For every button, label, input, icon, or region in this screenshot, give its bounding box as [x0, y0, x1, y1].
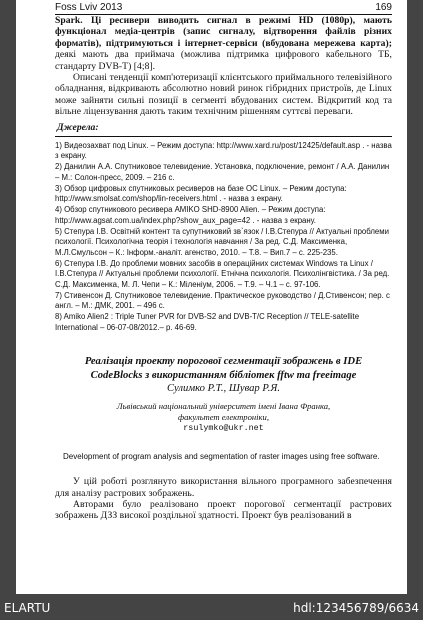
article-title	[55, 355, 392, 382]
article-title-line-2: CodeBlocks з використанням бібліотек fftw та freeimage	[90, 369, 357, 381]
reference-item: 7) Стивенсон Д. Спутниковое телевидение. Практическое руководство / Д.Стивенсон; пер. с англ. – М.: ДМК, 2001. – 496 с.	[55, 290, 390, 311]
reference-item: 1) Видеозахват под Linux. – Режим доступа: http://www.xard.ru/post/12425/default.asp . - назва з екрану.	[55, 140, 392, 161]
intro-paragraph-1-bold: Spark. Ці ресивери виводить сигнал в режимі HD (1080р), мають функціонал медіа-центрів (запис сигналу, відтворення файлів різних форматів), підтримуються і інтернет-сервіси (вбудована мережева карта);	[55, 15, 392, 49]
article-abstract: Development of program analysis and segmentation of raster images using free software.	[63, 451, 380, 461]
reference-item: 2) Данилин А.А. Спутниковое телевидение. Установка, подключение, ремонт / А.А. Данилин – М.: Солон-пресс, 2009. – 216 с.	[55, 162, 390, 182]
article-paragraph-2: Авторами було реалізовано проект порогової сегментації растрових зображень ДЗЗ високої роздільної здатності. Проект був реалізований в	[55, 499, 392, 522]
references-rule	[55, 136, 392, 137]
author-affiliation	[55, 401, 392, 423]
status-bar	[0, 597, 423, 620]
running-head-title: Foss Lviv 2013	[55, 2, 123, 13]
page-number: 169	[375, 2, 392, 13]
intro-paragraph-1	[55, 15, 392, 72]
intro-paragraph-2: Описані тенденції комп'ютеризації клієнтського приймального телевізійного обладнання, відкривають абсолютно новий ринок гібридних пристроїв, де Linux може зайняти сильні позиції в сегменті вбудованих систем. Відкритий код та вільне ліцензування дають таким технічним рішенням суттєві переваги.	[55, 72, 392, 118]
reference-item: 6) Степура І.В. До проблеми мовних засобів в операційних системах Windows та Linux / І.В.Степура // Актуальні проблеми психології. Етнічна психологія. Психолінгвістика. / За ред. С.Д. Максименка, М. Л. Чепи – К.: Міленіум, 2006. – Т.9. – Ч.1 – с. 97-106.	[55, 258, 390, 289]
running-head	[55, 2, 392, 15]
document-page	[16, 0, 407, 594]
reference-item: 4) Обзор спутникового ресивера AMIKO SHD-8900 Alien. – Режим доступа: http://www.agsat.com.ua/index.php?show_aux_page=42 . - назва з екрану.	[55, 205, 326, 225]
affiliation-university: Львівський національний університет імені Івана Франка,	[116, 400, 331, 411]
article-authors: Сулимко Р.Т., Шувар Р.Я.	[166, 383, 281, 395]
document-handle: hdl:123456789/6634	[293, 601, 419, 615]
reference-item: 3) Обзор цифровых спутниковых ресиверов на базе ОС Linux. – Режим доступа: http://www.smolsat.com/shop/lin-receivers.html . - назва з екрану.	[55, 183, 347, 204]
reference-item: 5) Степура І.В. Освітній контент та супутниковий зв`язок / І.В.Степура // Актуальні проблеми психології. Психологічна теорія і технологія навчання / За ред. С.Д. Максименка, М.Л.Смульсон – К.: Інформ.-аналіт. агенство, 2010. – Т.8. – Вип.7 – с. 225-235.	[55, 226, 389, 257]
affiliation-faculty: факультет електроніки,	[177, 411, 269, 422]
document-source-title: ELARTU	[4, 601, 51, 615]
references-heading: Джерела:	[57, 121, 99, 133]
article-paragraph-1: У цій роботі розглянуто використання вільного програмного забезпечення для аналізу растрових зображень.	[55, 476, 392, 499]
intro-paragraph-1-rest: деякі мають два приймача (можлива підтримка цифрового кабельного ТБ, стандарту DVB-T) [4;8].	[55, 49, 392, 72]
reference-item: 8) Amiko Alien2 : Triple Tuner PVR for DVB-S2 and DVB-T/C Reception // TELE-satellite International – 06-07-08/2012.– р. 46-69.	[55, 312, 360, 332]
article-title-line-1: Реалізація проекту порогової сегментації зображень в IDE	[84, 356, 363, 368]
author-email: rsulymko@ukr.net	[183, 422, 264, 433]
references-list	[55, 141, 392, 334]
